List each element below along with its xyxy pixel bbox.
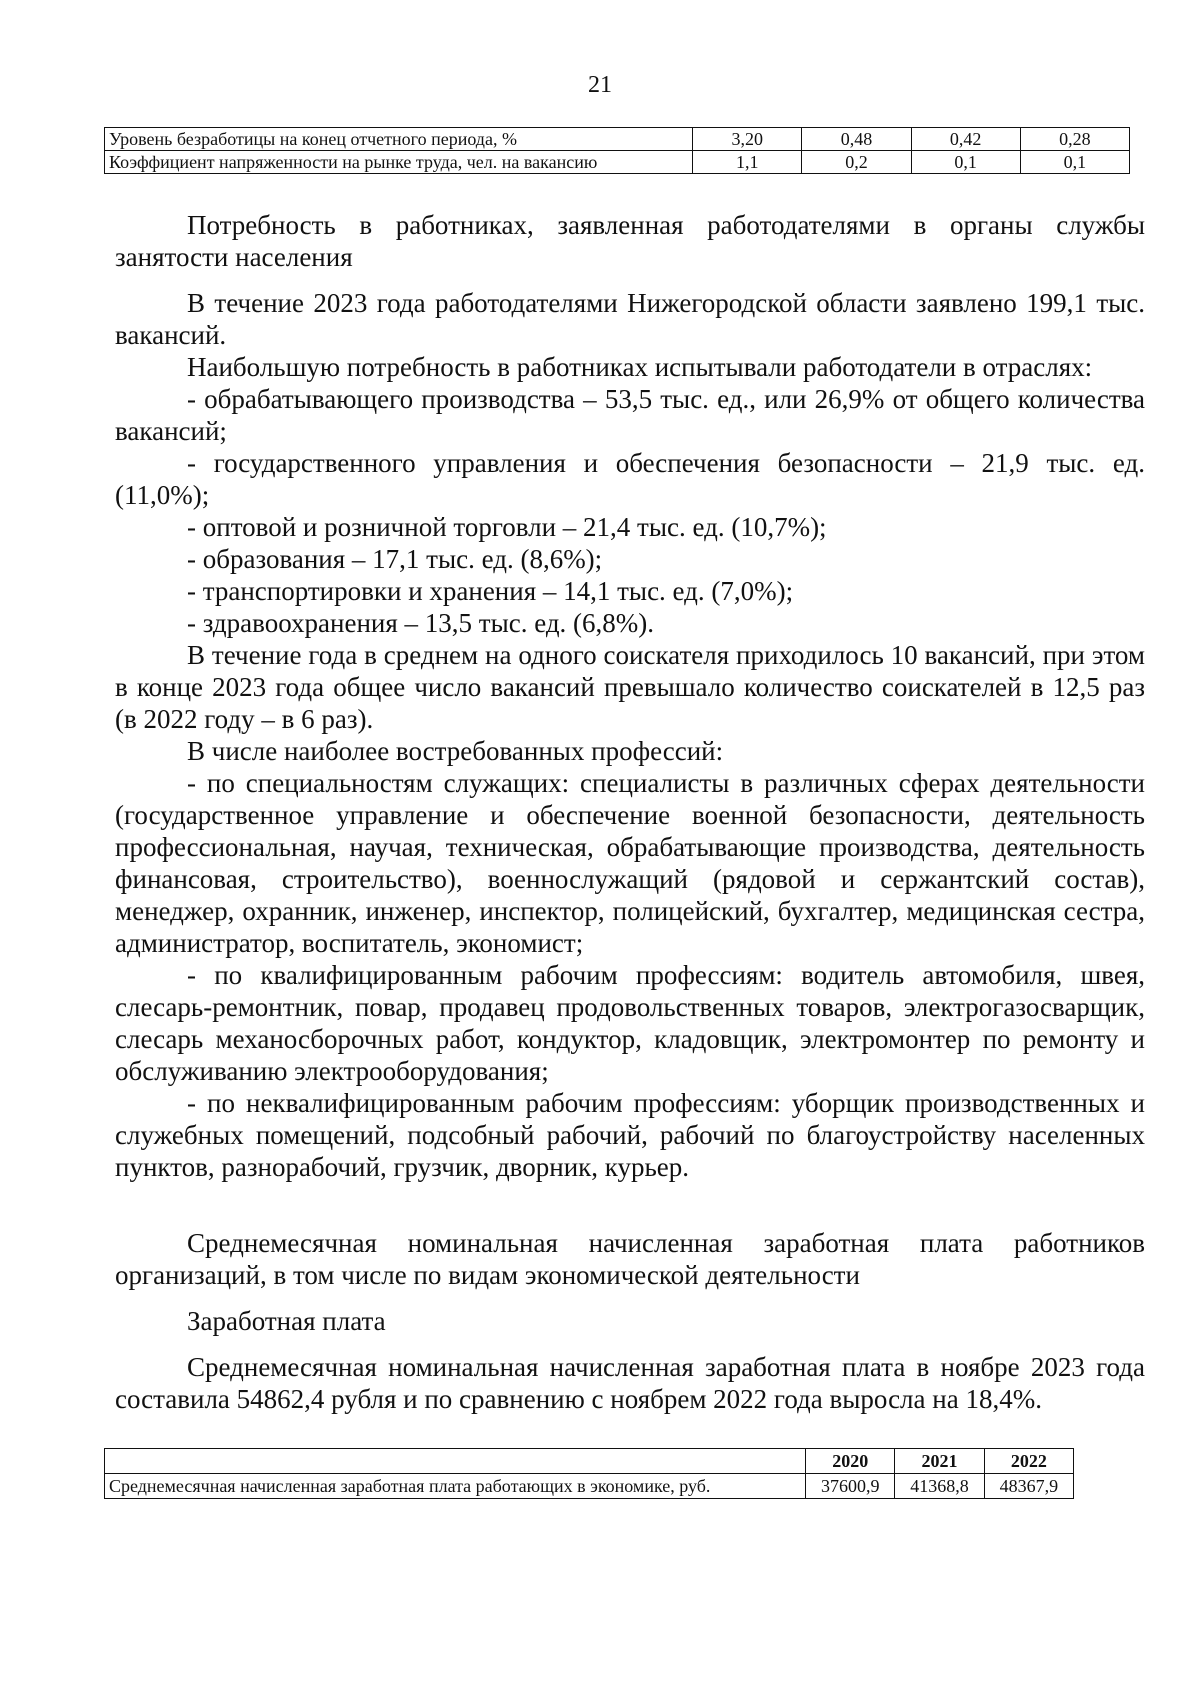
- list-item: - обрабатывающего производства – 53,5 тыс. ед., или 26,9% от общего количества вакансий;: [115, 384, 1145, 446]
- table-header-row: [105, 1449, 1074, 1474]
- year-header: 2020: [806, 1449, 895, 1474]
- list-item: - государственного управления и обеспечения безопасности – 21,9 тыс. ед. (11,0%);: [115, 448, 1145, 510]
- document-body: [115, 209, 1145, 1415]
- list-item: - транспортировки и хранения – 14,1 тыс. ед. (7,0%);: [187, 576, 794, 606]
- paragraph: В числе наиболее востребованных профессий:: [187, 736, 724, 766]
- table-cell: 0,28: [1020, 128, 1129, 151]
- table-cell: 0,42: [911, 128, 1020, 151]
- salary-table: [104, 1448, 1074, 1499]
- year-header: 2021: [895, 1449, 984, 1474]
- subheading: Заработная плата: [187, 1306, 386, 1336]
- paragraph: В течение года в среднем на одного соискателя приходилось 10 вакансий, при этом в конце 2023 года общее число вакансий превышало количество соискателей в 12,5 раз (в 2022 году – в 6 раз).: [115, 640, 1145, 734]
- list-item: - здравоохранения – 13,5 тыс. ед. (6,8%).: [187, 608, 655, 638]
- table-cell: 3,20: [693, 128, 802, 151]
- year-header: 2022: [984, 1449, 1073, 1474]
- table-cell: 48367,9: [984, 1474, 1073, 1499]
- table-cell: 0,1: [911, 151, 1020, 174]
- table-cell: 0,2: [802, 151, 911, 174]
- empty-header-cell: [105, 1449, 806, 1474]
- row-label: Коэффициент напряженности на рынке труда, чел. на вакансию: [105, 151, 693, 174]
- table-row: [105, 151, 1130, 174]
- row-label: Среднемесячная начисленная заработная плата работающих в экономике, руб.: [105, 1474, 806, 1499]
- section-heading: Среднемесячная номинальная начисленная заработная плата работников организаций, в том числе по видам экономической деятельности: [115, 1228, 1145, 1290]
- table-cell: 0,1: [1020, 151, 1129, 174]
- list-item: - образования – 17,1 тыс. ед. (8,6%);: [187, 544, 603, 574]
- table-cell: 1,1: [693, 151, 802, 174]
- table-cell: 37600,9: [806, 1474, 895, 1499]
- table-row: [105, 1474, 1074, 1499]
- page-number: 21: [588, 72, 612, 98]
- table-row: [105, 128, 1130, 151]
- table-cell: 0,48: [802, 128, 911, 151]
- list-item: - по специальностям служащих: специалисты в различных сферах деятельности (государственное управление и обеспечение военной безопасности, деятельность профессиональная, научая, техническая, обрабатывающие производства, деятельность финансовая, строительство), военнослужащий (рядовой и сержантский состав), менеджер, охранник, инженер, инспектор, полицейский, бухгалтер, медицинская сестра, администратор, воспитатель, экономист;: [115, 768, 1145, 958]
- unemployment-table: [104, 127, 1130, 174]
- paragraph: Среднемесячная номинальная начисленная заработная плата в ноябре 2023 года составила 54862,4 рубля и по сравнению с ноябрем 2022 года выросла на 18,4%.: [115, 1352, 1145, 1414]
- paragraph: В течение 2023 года работодателями Нижегородской области заявлено 199,1 тыс. вакансий.: [115, 288, 1145, 350]
- table-cell: 41368,8: [895, 1474, 984, 1499]
- row-label: Уровень безработицы на конец отчетного периода, %: [105, 128, 693, 151]
- list-item: - оптовой и розничной торговли – 21,4 тыс. ед. (10,7%);: [187, 512, 827, 542]
- paragraph: Наибольшую потребность в работниках испытывали работодатели в отраслях:: [187, 352, 1093, 382]
- section-heading: Потребность в работниках, заявленная работодателями в органы службы занятости населения: [115, 210, 1145, 272]
- list-item: - по неквалифицированным рабочим профессиям: уборщик производственных и служебных помещений, подсобный рабочий, рабочий по благоустройству населенных пунктов, разнорабочий, грузчик, дворник, курьер.: [115, 1088, 1145, 1182]
- list-item: - по квалифицированным рабочим профессиям: водитель автомобиля, швея, слесарь-ремонтник, повар, продавец продовольственных товаров, электрогазосварщик, слесарь механосборочных работ, кондуктор, кладовщик, электромонтер по ремонту и обслуживанию электрооборудования;: [115, 960, 1145, 1086]
